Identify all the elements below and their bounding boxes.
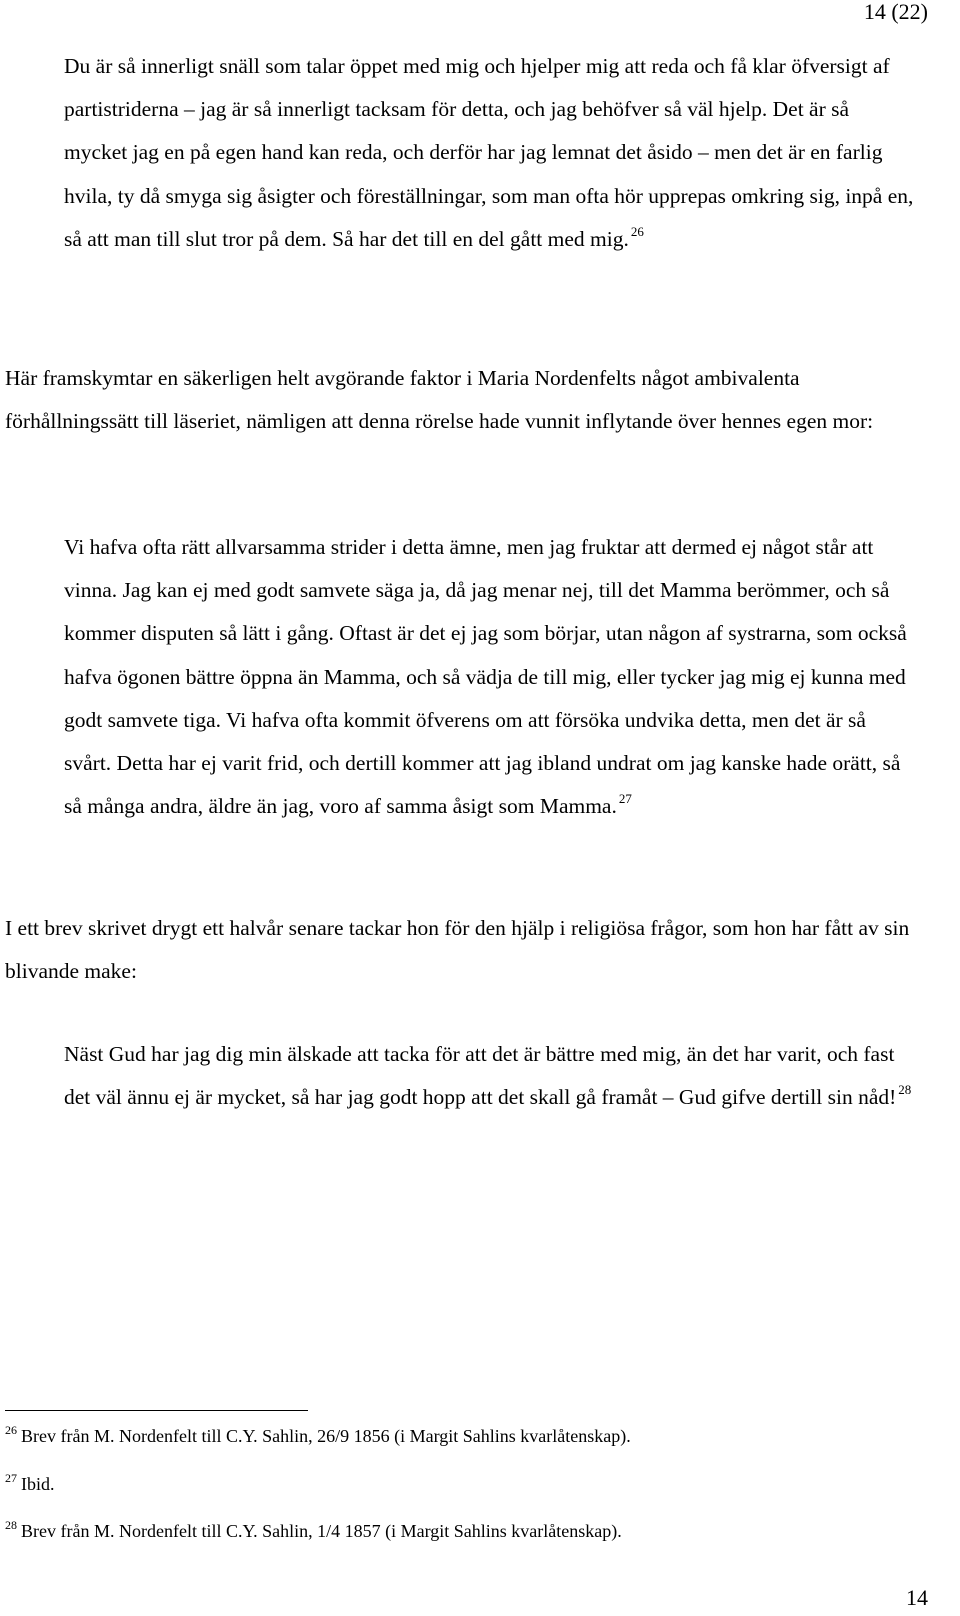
page-footer-number: 14 — [906, 1585, 928, 1610]
footnote-28 — [5, 1520, 622, 1544]
footnote-text: Brev från M. Nordenfelt till C.Y. Sahlin, 26/9 1856 (i Margit Sahlins kvarlåtenskap). — [21, 1426, 631, 1446]
block-quote-3-text: Näst Gud har jag dig min älskade att tacka för att det är bättre med mig, än det har varit, och fast det väl ännu ej är mycket, så har jag godt hopp att det skall gå framåt – Gud gifve dertill sin nåd! — [64, 1042, 897, 1110]
footnote-ref-28[interactable]: 28 — [898, 1082, 912, 1098]
footnote-ref-27[interactable]: 27 — [618, 791, 632, 807]
block-quote-3 — [64, 1033, 914, 1119]
block-quote-1-text: Du är så innerligt snäll som talar öppet med mig och hjelper mig att reda och få klar öfversigt af partistriderna – jag är så innerligt tacksam för detta, och jag behöfver så väl hjelp. Det är så mycket jag en på egen hand kan reda, och derför har jag lemnat det åsido – men det är en farlig hvila, ty då smyga sig åsigter och föreställningar, som man ofta hör upprepas omkring sig, inpå en, så att man till slut tror på dem. Så har det till en del gått med mig. — [64, 54, 914, 251]
footnote-ref-26[interactable]: 26 — [630, 223, 644, 239]
block-quote-2-text: Vi hafva ofta rätt allvarsamma strider i detta ämne, men jag fruktar att dermed ej något står att vinna. Jag kan ej med godt samvete säga ja, då jag menar nej, till det Mamma berömmer, och så kommer disputen så lätt i gång. Oftast är det ej jag som börjar, utan någon af systrarna, som också hafva ögonen bättre öppna än Mamma, och så vädja de till mig, eller tycker jag mig ej kunna med godt samvete tiga. Vi hafva ofta kommit öfverens om att försöka undvika detta, men det är så svårt. Detta har ej varit frid, och dertill kommer att jag ibland undrat om jag kanske hade orätt, så så många andra, äldre än jag, voro af samma åsigt som Mamma. — [64, 535, 907, 819]
footnote-27 — [5, 1473, 55, 1497]
footnote-number: 27 — [5, 1471, 17, 1485]
block-quote-1 — [64, 45, 914, 261]
body-paragraph-1: Här framskymtar en säkerligen helt avgörande faktor i Maria Nordenfelts något ambivalenta förhållningssätt till läseriet, nämligen att denna rörelse hade vunnit inflytande över hennes egen mor: — [5, 366, 874, 434]
footnote-26 — [5, 1425, 631, 1449]
footnote-separator — [5, 1410, 308, 1411]
page-header-indicator: 14 (22) — [863, 0, 928, 24]
footnote-text: Ibid. — [21, 1474, 55, 1494]
block-quote-2 — [64, 526, 914, 828]
footnote-text: Brev från M. Nordenfelt till C.Y. Sahlin, 1/4 1857 (i Margit Sahlins kvarlåtenskap). — [21, 1521, 622, 1541]
footnote-number: 28 — [5, 1518, 17, 1532]
body-paragraph-2: I ett brev skrivet drygt ett halvår senare tackar hon för den hjälp i religiösa frågor, som hon har fått av sin blivande make: — [5, 916, 910, 984]
footnote-number: 26 — [5, 1423, 17, 1437]
